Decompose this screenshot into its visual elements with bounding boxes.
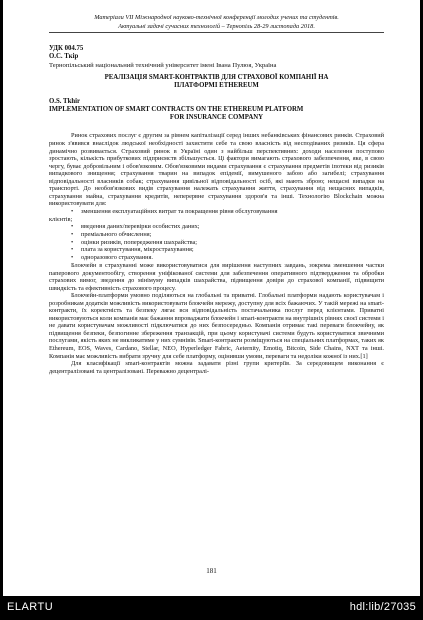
page-number: 181 [206,567,217,575]
header-line-1: Матеріали VII Міжнародної науково-технічної конференції молодих учених та студентів. [94,14,339,21]
author-ua: О.С. Ткір [49,53,79,61]
footer-repository-name: ELARTU [7,601,54,613]
author-en: O.S. Tkhir [49,97,81,105]
bullet-list [49,208,384,216]
title-en-line-1: IMPLEMENTATION OF SMART CONTRACTS ON THE ETHEREUM PLATFORM [49,106,304,114]
paragraph-2: Блокчейн в страхуванні може використовуватися для вирішення наступних завдань, зокрема зменшення частки паперового документообігу, створення уніфікованої системи для забезпечення оперативного підтвердження та обробки страхових вимог, зведення до мінімуму випадків шахрайства, підвищення довіри до страхової компанії, підвищити швидкість та ефективність страхового процесу. [49,261,384,292]
bullet-item-4: • оцінки ризиків, попередження шахрайства; [71,239,384,247]
udk-code: УДК 004.75 [49,45,84,52]
title-ua-line-2: ПЛАТФОРМІ ETHEREUM [174,82,259,90]
bullet-list-continued [49,223,384,262]
bullet-item-5: • плата за користування, мікрострахування; [71,246,384,254]
title-ua-line-1: РЕАЛІЗАЦІЯ SMART-КОНТРАКТІВ ДЛЯ СТРАХОВОЇ КОМПАНІЇ НА [104,74,329,82]
paragraph-4: Для класифікації smart-контрактів можна задавати різні групи критеріїв. За середовищем виконання є децентралізовані та централізовані. Переважно децентралі- [49,360,384,375]
bullet-item-1: • зменшення експлуатаційних витрат та покращення рівня обслуговування [71,208,384,216]
paragraph-3: Блокчейн-платформи умовно поділяються на глобальні та приватні. Глобальні платформи надають користувачам і розробникам додатків можливість використовувати блокчейн мережу, доступну для всіх бажаючих. У такій мережі на smart-контракти, їх коректність та безпеку лягає вся відповідальність постачальника послуг перед клієнтами. Приватні використовуються коли компанія має бажання впроваджати блокчейн і smart-контракти на внутрішніх рівнях своєї системи і не давати користувачам можливості підключатися до них безпосередньо. Компанія отримає такі переваги блокчейну, як підвищення безпеки, безпогинне збереження транзакцій, при цьому користувачі системи будуть користуватися звичними послугами, якість яких не викликатиме у них сумнівів. Smart-контракти розміщуються на спеціальних платформах, таких як Ethereum, EOS, Waves, Cardano, Stellar, NEO, Hyperledger Fabric, Aeternity, Emotiq, Bitcoin, Side Chains, NXT та інші. Компанія має можливість вибрати зручну для себе платформу, оцінивши умови, переваги та недоліки кожної із них.[1] [49,292,384,360]
title-ua [49,74,384,90]
title-en-line-2: FOR INSURANCE COMPANY [169,114,264,122]
footer-handle: hdl:lib/27035 [349,601,416,613]
repository-footer-bar [0,596,423,620]
bullet-item-2: • введення даних/перевірки особистих даних; [71,223,384,231]
title-en [49,106,384,122]
bullet-item-1-continued: клієнтів; [49,215,73,223]
document-page [3,0,420,596]
paragraph-1: Ринок страхових послуг є другим за рівнем капіталізації серед інших небанківських фінансових ринків. Страховий ринок з'явився внаслідок людської необхідності захистити себе та свою власність від несподіваних ризиків. Ця сфера динамічно розвивається. Страховий ринок в Україні один з найбільш перспективних: доходи населення поступово зростають, кількість прибуткових підприємств збільшується. Ці фактори вимагають страхового забезпечення, яке, в свою чергу, буває добровільним і обов'язковим. Обов'язковими видами страхування є страхування предметів іпотеки від ризиків випадкового знищення; страхування тварин на випадок епідемії, вимушеного забою або загибелі; страхування відповідальності власників собак; страхування цивільної відповідальності осіб, які мають зброю; нещасні випадки на транспорті. До необов'язкових видів страхування належать страхування життя, страхування від нещасних випадків, страхування майна, страхування кредитів, неперервне страхування здоров'я та інші. Технологію Blockchain можна використовувати для: [49,132,384,208]
bullet-item-6: • одноразового страхування. [71,254,384,262]
bullet-item-3: • преміального обчислення; [71,231,384,239]
paper-body [49,45,384,375]
running-header [49,14,384,33]
affiliation: Тернопільський національний технічний університет імені Івана Пулюя, Україна [49,61,277,69]
header-line-2: Актуальні задачі сучасних технологій – Тернопіль 28-29 листопада 2018. [118,22,315,30]
